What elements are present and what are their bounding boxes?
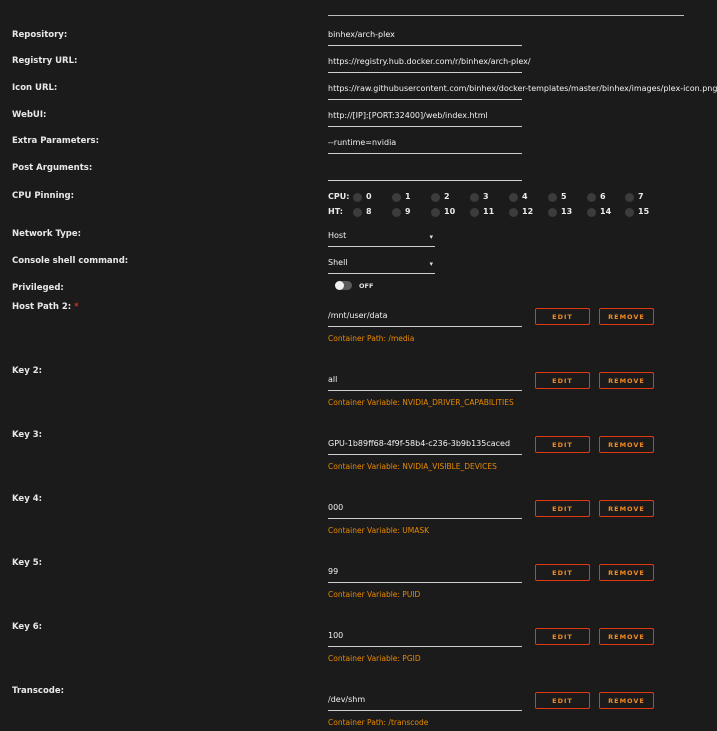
privileged-state: OFF xyxy=(359,282,374,290)
extra-parameters-label: Extra Parameters: xyxy=(12,136,100,146)
ht-row xyxy=(328,207,668,219)
edit-button[interactable]: EDIT xyxy=(535,308,590,325)
mapping-value[interactable]: GPU-1b89ff68-4f9f-58b4-c236-3b9b135caced xyxy=(328,438,522,455)
cpu-pinning-label: CPU Pinning: xyxy=(12,191,75,201)
remove-button[interactable]: REMOVE xyxy=(599,372,654,389)
core-number: 5 xyxy=(561,192,567,201)
mapping-label-text: Host Path 2: xyxy=(12,302,72,312)
mapping-label xyxy=(12,302,79,312)
chevron-down-icon: ▾ xyxy=(429,260,433,268)
remove-button[interactable]: REMOVE xyxy=(599,500,654,517)
cpu-checkbox[interactable] xyxy=(431,208,440,217)
mapping-hint: Container Variable: PGID xyxy=(328,654,421,663)
cpu-tag: CPU: xyxy=(328,192,350,201)
edit-button[interactable]: EDIT xyxy=(535,692,590,709)
remove-button[interactable]: REMOVE xyxy=(599,308,654,325)
cpu-checkbox[interactable] xyxy=(548,208,557,217)
core-number: 0 xyxy=(366,192,372,201)
edit-button[interactable]: EDIT xyxy=(535,564,590,581)
cpu-checkbox[interactable] xyxy=(587,208,596,217)
core-number: 2 xyxy=(444,192,450,201)
remove-button[interactable]: REMOVE xyxy=(599,564,654,581)
mapping-value[interactable]: /dev/shm xyxy=(328,694,522,711)
registry-url-field[interactable]: https://registry.hub.docker.com/r/binhex/arch-plex/ xyxy=(328,56,522,73)
extra-parameters-field[interactable]: --runtime=nvidia xyxy=(328,137,522,154)
mapping-value[interactable]: 000 xyxy=(328,502,522,519)
webui-label: WebUI: xyxy=(12,110,47,120)
core-number: 14 xyxy=(600,207,612,216)
console-shell-label: Console shell command: xyxy=(12,256,129,266)
post-arguments-field[interactable] xyxy=(328,164,522,181)
network-type-value: Host xyxy=(328,231,347,240)
icon-url-field[interactable]: https://raw.githubusercontent.com/binhex/docker-templates/master/binhex/images/plex-icon.png xyxy=(328,83,522,100)
core-number: 9 xyxy=(405,207,411,216)
cpu-row xyxy=(328,192,668,204)
edit-button[interactable]: EDIT xyxy=(535,372,590,389)
core-number: 12 xyxy=(522,207,534,216)
core-number: 7 xyxy=(638,192,644,201)
cpu-checkbox[interactable] xyxy=(392,193,401,202)
core-number: 1 xyxy=(405,192,411,201)
cpu-checkbox[interactable] xyxy=(470,193,479,202)
core-number: 11 xyxy=(483,207,495,216)
cpu-checkbox[interactable] xyxy=(392,208,401,217)
cpu-checkbox[interactable] xyxy=(431,193,440,202)
network-type-select[interactable] xyxy=(328,230,435,247)
toggle-knob xyxy=(335,281,344,290)
mapping-label: Key 4: xyxy=(12,494,43,504)
core-number: 15 xyxy=(638,207,650,216)
icon-url-label: Icon URL: xyxy=(12,83,58,93)
cpu-checkbox[interactable] xyxy=(509,208,518,217)
mapping-value[interactable]: 100 xyxy=(328,630,522,647)
remove-button[interactable]: REMOVE xyxy=(599,436,654,453)
required-marker: * xyxy=(74,302,79,312)
post-arguments-label: Post Arguments: xyxy=(12,163,93,173)
cpu-checkbox[interactable] xyxy=(548,193,557,202)
core-number: 8 xyxy=(366,207,372,216)
top-divider xyxy=(328,15,684,16)
cpu-checkbox[interactable] xyxy=(353,208,362,217)
repository-label: Repository: xyxy=(12,30,68,40)
mapping-hint: Container Variable: PUID xyxy=(328,590,421,599)
cpu-checkbox[interactable] xyxy=(625,193,634,202)
remove-button[interactable]: REMOVE xyxy=(599,628,654,645)
network-type-label: Network Type: xyxy=(12,229,82,239)
core-number: 13 xyxy=(561,207,573,216)
core-number: 10 xyxy=(444,207,456,216)
registry-url-label: Registry URL: xyxy=(12,56,78,66)
core-number: 4 xyxy=(522,192,528,201)
console-shell-value: Shell xyxy=(328,258,348,267)
mapping-hint: Container Variable: UMASK xyxy=(328,526,430,535)
cpu-checkbox[interactable] xyxy=(625,208,634,217)
repository-field[interactable]: binhex/arch-plex xyxy=(328,29,522,46)
console-shell-select[interactable] xyxy=(328,257,435,274)
mapping-hint: Container Path: /transcode xyxy=(328,718,429,727)
webui-field[interactable]: http://[IP]:[PORT:32400]/web/index.html xyxy=(328,110,522,127)
edit-button[interactable]: EDIT xyxy=(535,500,590,517)
mapping-label: Key 3: xyxy=(12,430,43,440)
mapping-label: Key 6: xyxy=(12,622,43,632)
mapping-value[interactable]: 99 xyxy=(328,566,522,583)
remove-button[interactable]: REMOVE xyxy=(599,692,654,709)
core-number: 3 xyxy=(483,192,489,201)
mapping-label: Key 5: xyxy=(12,558,43,568)
core-number: 6 xyxy=(600,192,606,201)
mapping-hint: Container Variable: NVIDIA_VISIBLE_DEVICES xyxy=(328,462,497,471)
cpu-checkbox[interactable] xyxy=(587,193,596,202)
mapping-value[interactable]: /mnt/user/data xyxy=(328,310,522,327)
privileged-label: Privileged: xyxy=(12,283,64,293)
edit-button[interactable]: EDIT xyxy=(535,436,590,453)
privileged-toggle[interactable] xyxy=(335,281,352,290)
mapping-hint: Container Path: /media xyxy=(328,334,415,343)
cpu-checkbox[interactable] xyxy=(509,193,518,202)
cpu-checkbox[interactable] xyxy=(470,208,479,217)
mapping-hint: Container Variable: NVIDIA_DRIVER_CAPABILITIES xyxy=(328,398,514,407)
chevron-down-icon: ▾ xyxy=(429,233,433,241)
mapping-label: Transcode: xyxy=(12,686,65,696)
ht-tag: HT: xyxy=(328,207,343,216)
edit-button[interactable]: EDIT xyxy=(535,628,590,645)
cpu-checkbox[interactable] xyxy=(353,193,362,202)
mapping-value[interactable]: all xyxy=(328,374,522,391)
mapping-label: Key 2: xyxy=(12,366,43,376)
